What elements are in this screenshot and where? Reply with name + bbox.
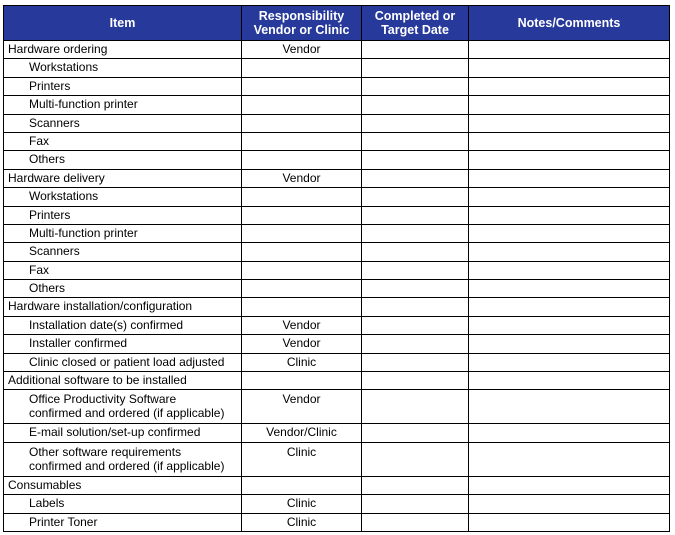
table-row xyxy=(4,77,670,95)
row-responsibility xyxy=(242,476,362,494)
row-responsibility xyxy=(242,261,362,279)
row-notes-cell[interactable] xyxy=(469,41,670,59)
row-responsibility xyxy=(242,96,362,114)
row-item: Printers xyxy=(4,77,242,95)
row-responsibility xyxy=(242,243,362,261)
row-notes-cell[interactable] xyxy=(469,114,670,132)
table-row xyxy=(4,390,670,424)
row-date-cell[interactable] xyxy=(362,372,469,390)
table-row xyxy=(4,513,670,531)
row-notes-cell[interactable] xyxy=(469,224,670,242)
row-responsibility: Vendor/Clinic xyxy=(242,424,362,442)
table-row xyxy=(4,424,670,442)
row-item: Consumables xyxy=(4,476,242,494)
table-row xyxy=(4,114,670,132)
table-row xyxy=(4,442,670,476)
row-notes-cell[interactable] xyxy=(469,476,670,494)
row-notes-cell[interactable] xyxy=(469,424,670,442)
row-responsibility xyxy=(242,132,362,150)
table-row xyxy=(4,96,670,114)
row-date-cell[interactable] xyxy=(362,316,469,334)
row-notes-cell[interactable] xyxy=(469,513,670,531)
row-date-cell[interactable] xyxy=(362,424,469,442)
row-date-cell[interactable] xyxy=(362,169,469,187)
row-responsibility: Vendor xyxy=(242,335,362,353)
row-item: Multi-function printer xyxy=(4,224,242,242)
row-responsibility: Vendor xyxy=(242,41,362,59)
table-row xyxy=(4,224,670,242)
row-notes-cell[interactable] xyxy=(469,335,670,353)
table-row xyxy=(4,59,670,77)
row-item: Workstations xyxy=(4,59,242,77)
row-item: E-mail solution/set-up confirmed xyxy=(4,424,242,442)
row-item: Workstations xyxy=(4,188,242,206)
table-row xyxy=(4,261,670,279)
table-row xyxy=(4,353,670,371)
row-item: Hardware delivery xyxy=(4,169,242,187)
table-row xyxy=(4,206,670,224)
row-notes-cell[interactable] xyxy=(469,169,670,187)
row-date-cell[interactable] xyxy=(362,442,469,476)
header-responsibility xyxy=(242,6,362,41)
row-responsibility: Clinic xyxy=(242,353,362,371)
row-notes-cell[interactable] xyxy=(469,442,670,476)
row-item: Fax xyxy=(4,132,242,150)
row-notes-cell[interactable] xyxy=(469,77,670,95)
row-item: Fax xyxy=(4,261,242,279)
row-item-line1: Other software requirements xyxy=(29,444,182,459)
header-responsibility-line1: Responsibility xyxy=(258,9,345,23)
row-item xyxy=(4,442,242,476)
row-date-cell[interactable] xyxy=(362,335,469,353)
header-responsibility-line2: Vendor or Clinic xyxy=(253,23,350,37)
row-item: Others xyxy=(4,280,242,298)
header-row xyxy=(4,6,670,41)
row-responsibility xyxy=(242,206,362,224)
row-item: Scanners xyxy=(4,243,242,261)
header-date-line2: Target Date xyxy=(381,23,449,37)
header-item: Item xyxy=(4,6,242,41)
row-notes-cell[interactable] xyxy=(469,151,670,169)
row-responsibility xyxy=(242,298,362,316)
row-item-line2: confirmed and ordered (if applicable) xyxy=(29,406,225,421)
row-responsibility: Clinic xyxy=(242,495,362,513)
table-row xyxy=(4,188,670,206)
row-responsibility xyxy=(242,59,362,77)
row-item-line1: Office Productivity Software xyxy=(29,392,177,407)
row-date-cell[interactable] xyxy=(362,261,469,279)
row-date-cell[interactable] xyxy=(362,59,469,77)
row-item: Labels xyxy=(4,495,242,513)
table-row xyxy=(4,316,670,334)
row-date-cell[interactable] xyxy=(362,390,469,424)
row-date-cell[interactable] xyxy=(362,114,469,132)
row-date-cell[interactable] xyxy=(362,280,469,298)
row-date-cell[interactable] xyxy=(362,206,469,224)
row-responsibility xyxy=(242,151,362,169)
row-notes-cell[interactable] xyxy=(469,353,670,371)
row-date-cell[interactable] xyxy=(362,224,469,242)
row-notes-cell[interactable] xyxy=(469,96,670,114)
row-responsibility xyxy=(242,77,362,95)
row-notes-cell[interactable] xyxy=(469,495,670,513)
header-date xyxy=(362,6,469,41)
row-responsibility xyxy=(242,372,362,390)
row-item: Clinic closed or patient load adjusted xyxy=(4,353,242,371)
row-item: Scanners xyxy=(4,114,242,132)
row-notes-cell[interactable] xyxy=(469,372,670,390)
row-date-cell[interactable] xyxy=(362,188,469,206)
row-responsibility xyxy=(242,114,362,132)
table-row xyxy=(4,132,670,150)
row-date-cell[interactable] xyxy=(362,513,469,531)
table-row xyxy=(4,298,670,316)
row-date-cell[interactable] xyxy=(362,298,469,316)
row-item-line2: confirmed and ordered (if applicable) xyxy=(29,458,225,473)
row-date-cell[interactable] xyxy=(362,476,469,494)
row-notes-cell[interactable] xyxy=(469,188,670,206)
row-item xyxy=(4,390,242,424)
header-notes: Notes/Comments xyxy=(469,6,670,41)
row-notes-cell[interactable] xyxy=(469,390,670,424)
table-row xyxy=(4,495,670,513)
row-date-cell[interactable] xyxy=(362,41,469,59)
row-item: Additional software to be installed xyxy=(4,372,242,390)
row-notes-cell[interactable] xyxy=(469,132,670,150)
row-item: Multi-function printer xyxy=(4,96,242,114)
row-item: Installer confirmed xyxy=(4,335,242,353)
row-responsibility: Vendor xyxy=(242,390,362,424)
row-item: Others xyxy=(4,151,242,169)
checklist-table xyxy=(3,5,670,532)
row-responsibility xyxy=(242,188,362,206)
row-item: Installation date(s) confirmed xyxy=(4,316,242,334)
row-responsibility: Vendor xyxy=(242,316,362,334)
row-item: Hardware installation/configuration xyxy=(4,298,242,316)
row-notes-cell[interactable] xyxy=(469,280,670,298)
row-item: Hardware ordering xyxy=(4,41,242,59)
table-row xyxy=(4,243,670,261)
row-date-cell[interactable] xyxy=(362,495,469,513)
row-notes-cell[interactable] xyxy=(469,261,670,279)
table-row xyxy=(4,41,670,59)
table-row xyxy=(4,372,670,390)
row-item: Printers xyxy=(4,206,242,224)
header-date-line1: Completed or xyxy=(374,9,456,23)
table-row xyxy=(4,280,670,298)
row-item: Printer Toner xyxy=(4,513,242,531)
row-date-cell[interactable] xyxy=(362,243,469,261)
row-notes-cell[interactable] xyxy=(469,59,670,77)
row-responsibility xyxy=(242,280,362,298)
table-row xyxy=(4,476,670,494)
row-responsibility: Clinic xyxy=(242,513,362,531)
row-date-cell[interactable] xyxy=(362,151,469,169)
table-row xyxy=(4,169,670,187)
row-responsibility: Clinic xyxy=(242,442,362,476)
row-date-cell[interactable] xyxy=(362,132,469,150)
row-date-cell[interactable] xyxy=(362,96,469,114)
row-responsibility: Vendor xyxy=(242,169,362,187)
row-date-cell[interactable] xyxy=(362,77,469,95)
row-responsibility xyxy=(242,224,362,242)
row-notes-cell[interactable] xyxy=(469,206,670,224)
table-row xyxy=(4,151,670,169)
table-row xyxy=(4,335,670,353)
row-notes-cell[interactable] xyxy=(469,243,670,261)
row-notes-cell[interactable] xyxy=(469,316,670,334)
row-date-cell[interactable] xyxy=(362,353,469,371)
row-notes-cell[interactable] xyxy=(469,298,670,316)
